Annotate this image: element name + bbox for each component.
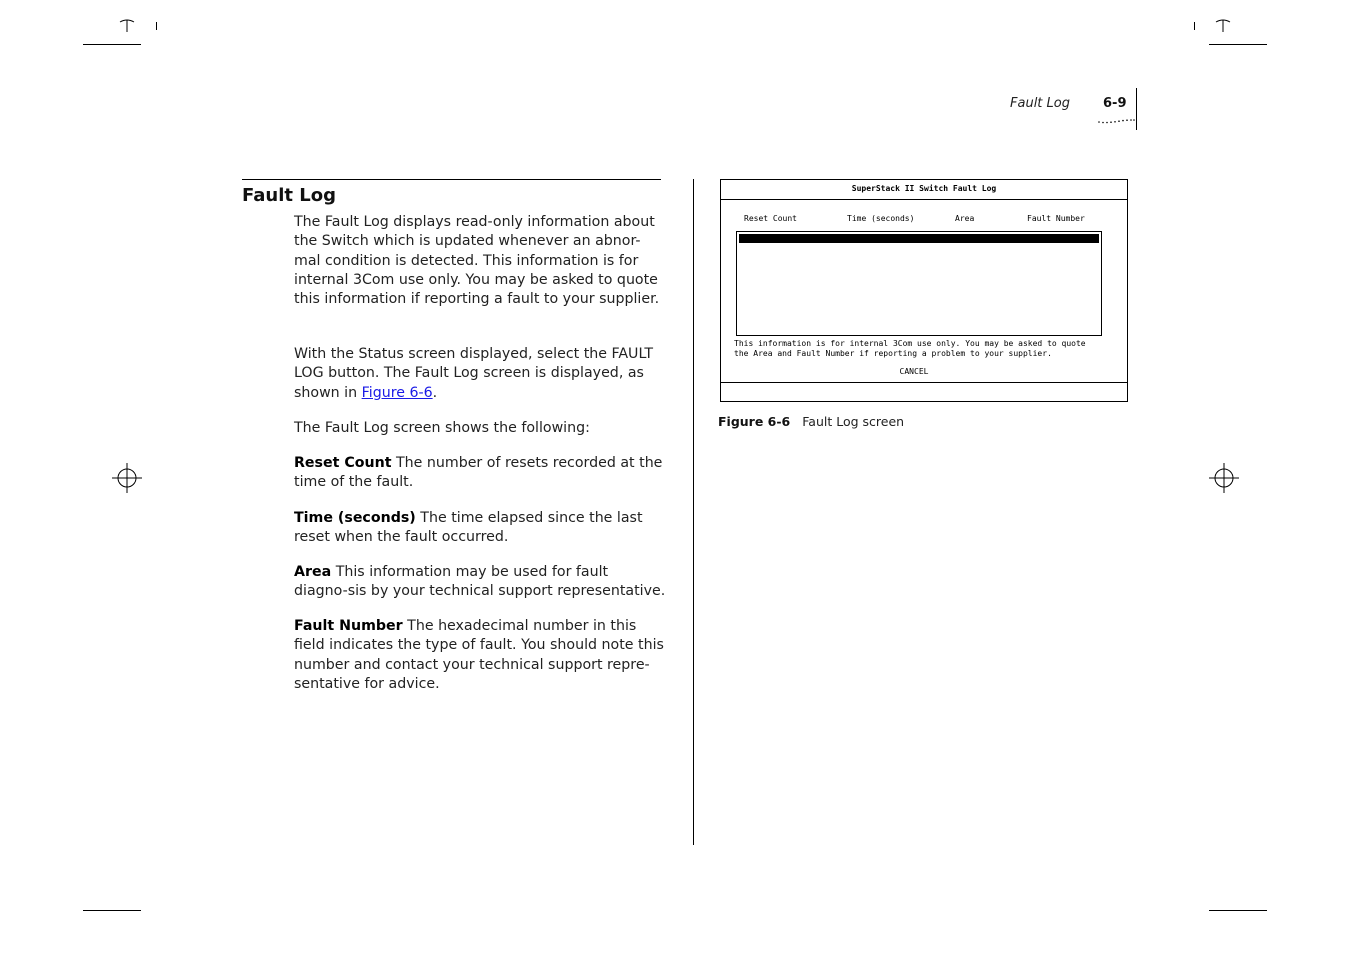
instructions-text	[294, 345, 666, 403]
figure-link[interactable]: Figure 6-6	[361, 384, 433, 401]
intro-text: The Fault Log displays read-only information about the Switch which is updated whenever an abnor-mal condition is detected. This information is for internal 3Com use only. You may be asked to quote this information if reporting a fault to your supplier.	[294, 214, 660, 308]
field-description: This information may be used for fault diagno-sis by your technical support representative.	[294, 564, 666, 600]
shows-following-text: The Fault Log screen shows the following:	[294, 420, 590, 436]
column-header-area: Area	[955, 214, 975, 223]
instructions-before-link: With the Status screen displayed, select the FAULT LOG button. The Fault Log screen is displayed, as shown in	[294, 346, 654, 401]
crop-mark	[83, 910, 141, 911]
field-description: The time elapsed since the last reset when the fault occurred.	[294, 510, 643, 546]
field-term: Time (seconds)	[294, 510, 416, 526]
fault-list[interactable]	[736, 231, 1102, 336]
field-reset-count	[294, 454, 666, 493]
shows-following-paragraph	[294, 419, 666, 438]
screen-title-rule	[721, 199, 1127, 200]
field-description: The hexadecimal number in this field indicates the type of fault. You should note this number and contact your technical support repre-sentative for advice.	[294, 618, 664, 692]
figure-caption	[718, 414, 904, 429]
crop-tick	[156, 22, 157, 30]
column-header-reset-count: Reset Count	[744, 214, 797, 223]
selected-row-highlight[interactable]	[739, 234, 1099, 243]
crop-mark	[1209, 910, 1267, 911]
registration-mark-left	[112, 463, 142, 493]
field-term: Area	[294, 564, 332, 580]
screen-bottom-rule	[721, 382, 1127, 383]
field-term: Fault Number	[294, 618, 403, 634]
running-head: Fault Log	[1010, 96, 1070, 111]
field-area	[294, 563, 666, 602]
column-header-fault-number: Fault Number	[1027, 214, 1085, 223]
caption-text: Fault Log screen	[802, 414, 905, 429]
field-time-seconds	[294, 509, 666, 548]
screen-title: SuperStack II Switch Fault Log	[851, 184, 997, 193]
screen-note: This information is for internal 3Com use only. You may be asked to quote the Area and Fault Number if reporting a problem to your supplier.	[734, 339, 1086, 358]
field-description: The number of resets recorded at the time of the fault.	[294, 455, 663, 491]
registration-mark-top-left	[117, 16, 137, 32]
column-header-time: Time (seconds)	[847, 214, 915, 223]
column-divider	[693, 179, 694, 845]
section-title: Fault Log	[242, 185, 336, 206]
field-fault-number	[294, 617, 666, 694]
cancel-button[interactable]: CANCEL	[899, 367, 929, 376]
section-rule	[242, 179, 661, 180]
crop-mark	[1209, 44, 1267, 45]
fault-log-screen	[720, 179, 1128, 402]
instructions-paragraph	[294, 345, 666, 403]
intro-paragraph	[294, 213, 666, 309]
dotted-ornament	[1097, 118, 1135, 124]
header-rule	[1136, 88, 1137, 130]
field-term: Reset Count	[294, 455, 392, 471]
registration-mark-top-right	[1213, 16, 1233, 32]
crop-mark	[83, 44, 141, 45]
page-number: 6-9	[1103, 96, 1127, 111]
registration-mark-right	[1209, 463, 1239, 493]
instructions-after-link: .	[432, 384, 438, 401]
caption-number: Figure 6-6	[718, 414, 791, 429]
crop-tick	[1194, 22, 1195, 30]
